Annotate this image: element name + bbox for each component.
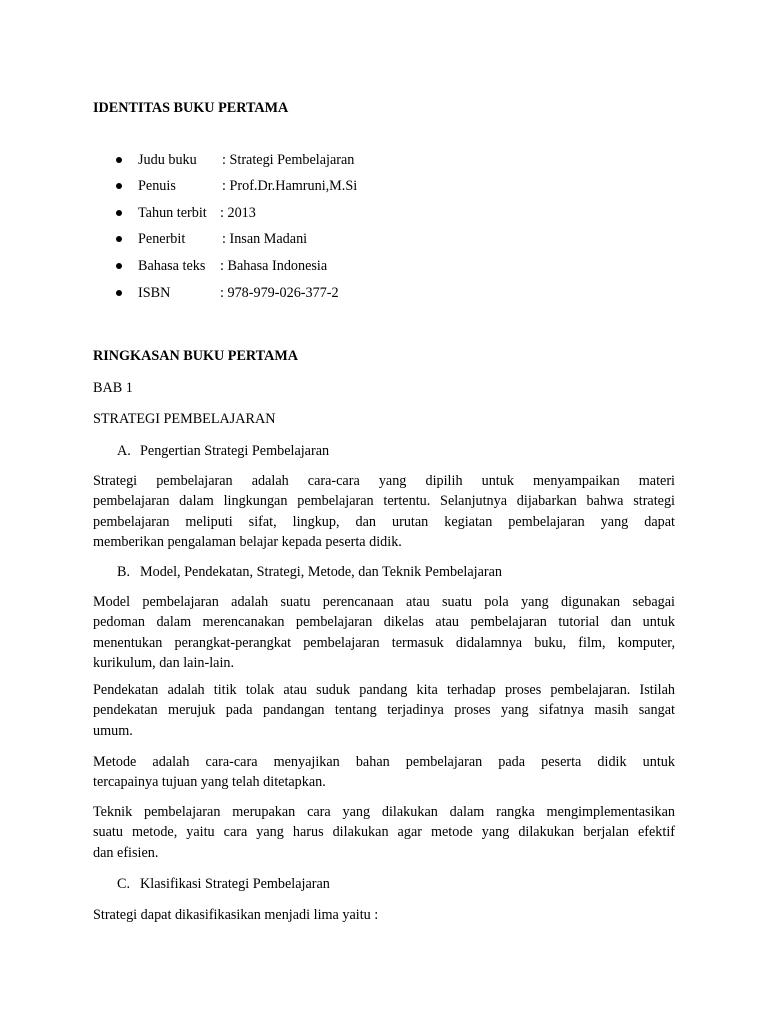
bullet-icon (116, 263, 122, 269)
identity-heading: IDENTITAS BUKU PERTAMA (93, 100, 289, 116)
paragraph-line: umum. (93, 722, 133, 739)
paragraph-line: kurikulum, dan lain-lain. (93, 655, 235, 672)
identity-label: ISBN (138, 285, 171, 301)
paragraph-line: memberikan pengalaman belajar kepada peserta didik. (93, 534, 402, 551)
identity-value: : Prof.Dr.Hamruni,M.Si (222, 178, 358, 194)
paragraph-a (93, 471, 675, 553)
summary-heading: RINGKASAN BUKU PERTAMA (93, 348, 298, 364)
identity-value: : Insan Madani (222, 231, 308, 247)
identity-value: : Strategi Pembelajaran (222, 152, 355, 168)
paragraph-b2 (93, 680, 675, 741)
section-c-marker: C. (117, 876, 131, 892)
identity-label: Judu buku (138, 152, 197, 168)
paragraph-line: suatu metode, yaitu cara yang harus dilakukan agar metode yang dilakukan berjalan efektif (93, 824, 675, 841)
identity-label: Penuis (138, 178, 176, 194)
bullet-icon (116, 183, 122, 189)
identity-label: Bahasa teks (138, 258, 206, 274)
identity-value: : 978-979-026-377-2 (220, 285, 339, 301)
paragraph-line: Pendekatan adalah titik tolak atau suduk pandang kita terhadap proses pembelajaran. Istilah (93, 682, 675, 698)
paragraph-line: Model pembelajaran adalah suatu perencanaan atau suatu pola yang digunakan sebagai (93, 594, 675, 610)
bullet-icon (116, 157, 122, 163)
paragraph-c: Strategi dapat dikasifikasikan menjadi lima yaitu : (93, 907, 379, 923)
identity-value: : Bahasa Indonesia (220, 258, 328, 274)
paragraph-line: pendekatan merujuk pada pandangan tentang terjadinya proses yang sifatnya masih sangat (93, 702, 675, 719)
paragraph-line: Metode adalah cara-cara menyajikan bahan pembelajaran pada peserta didik untuk (93, 754, 675, 770)
section-b-title: Model, Pendekatan, Strategi, Metode, dan Teknik Pembelajaran (140, 564, 503, 580)
paragraph-line: pedoman dalam merencanakan pembelajaran dikelas atau pembelajaran tutorial dan untuk (93, 614, 675, 631)
paragraph-line: pembelajaran dalam lingkungan pembelajaran tertentu. Selanjutnya dijabarkan bahwa strategi (93, 493, 675, 510)
chapter-title: STRATEGI PEMBELAJARAN (93, 411, 276, 427)
identity-label: Tahun terbit (138, 205, 207, 221)
section-b-marker: B. (117, 564, 131, 580)
paragraph-line: Strategi pembelajaran adalah cara-cara yang dipilih untuk menyampaikan materi (93, 473, 675, 489)
section-a-marker: A. (117, 443, 131, 459)
identity-value: : 2013 (220, 205, 256, 221)
identity-label: Penerbit (138, 231, 186, 247)
chapter-number: BAB 1 (93, 380, 133, 396)
paragraph-line: tercapainya tujuan yang telah ditetapkan. (93, 774, 326, 791)
paragraph-b3 (93, 752, 675, 793)
bullet-icon (116, 290, 122, 296)
bullet-icon (116, 236, 122, 242)
paragraph-line: Teknik pembelajaran merupakan cara yang dilakukan dalam rangka mengimplementasikan (93, 804, 675, 820)
paragraph-b1 (93, 592, 675, 674)
section-a-title: Pengertian Strategi Pembelajaran (140, 443, 330, 459)
bullet-icon (116, 210, 122, 216)
paragraph-b4 (93, 802, 675, 863)
paragraph-line: pembelajaran meliputi sifat, lingkup, dan urutan kegiatan pembelajaran yang dapat (93, 513, 675, 530)
paragraph-line: menentukan perangkat-perangkat pembelajaran termasuk didalamnya buku, film, komputer, (93, 634, 675, 651)
section-c-title: Klasifikasi Strategi Pembelajaran (140, 876, 330, 892)
paragraph-line: dan efisien. (93, 844, 159, 861)
